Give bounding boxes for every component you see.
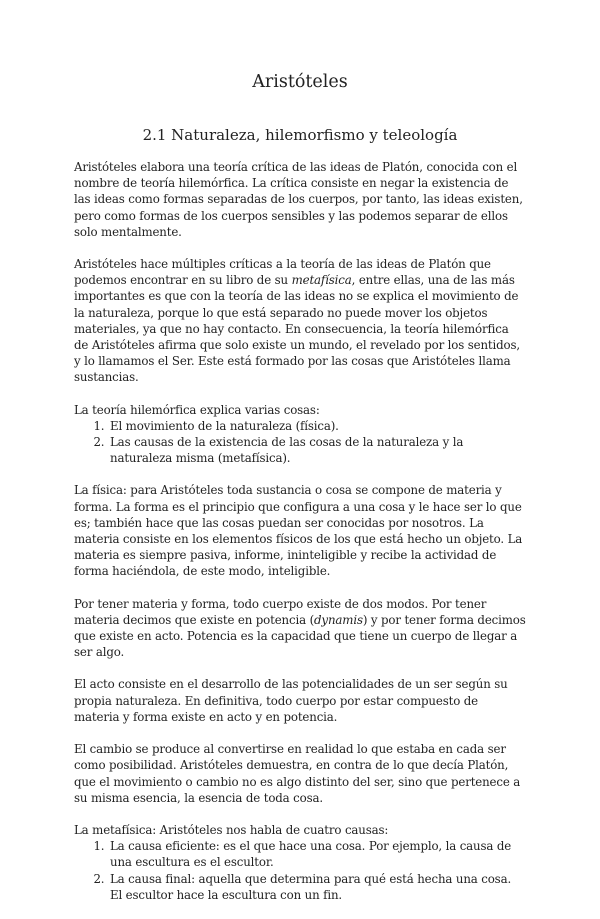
list-item: 1. La causa eficiente: es el que hace una cosa. Por ejemplo, la causa de una escultura es el escultor. <box>108 838 526 870</box>
list-item: 2. La causa final: aquella que determina para qué está hecha una cosa. El escultor hace la escultura con un fin. <box>108 871 526 903</box>
metafisica-emphasis: metafísica <box>291 273 352 288</box>
paragraph-change: El cambio se produce al convertirse en realidad lo que estaba en cada ser como posibilidad. Aristóteles demuestra, en contra de lo que decía Platón, que el movimiento o cambio no es algo distinto del ser, sino que pertenece a su misma esencia, la esencia de toda cosa. <box>74 742 521 805</box>
section-heading: 2.1 Naturaleza, hilemorfismo y teleología <box>142 126 458 144</box>
paragraph-potency-text-a: Por tener materia y forma, todo cuerpo existe de dos modos. Por tener materia decimos que existe en potencia ( <box>74 596 487 627</box>
paragraph-potency <box>74 596 526 661</box>
paragraph-potency-text-b: ) y por tener forma decimos que existe en acto. Potencia es la capacidad que tiene un cuerpo de llegar a ser algo. <box>74 612 526 660</box>
paragraph-act: El acto consiste en el desarrollo de las potencialidades de un ser según su propia naturaleza. En definitiva, todo cuerpo por estar compuesto de materia y forma existe en acto y en potencia. <box>74 677 508 724</box>
paragraph-critique-text-a: Aristóteles hace múltiples críticas a la teoría de las ideas de Platón que podemos encontrar en su libro de su <box>74 257 491 288</box>
paragraph-physics: La física: para Aristóteles toda sustancia o cosa se compone de materia y forma. La forma es el principio que configura a una cosa y le hace ser lo que es; también hace que las cosas puedan ser conocidas por nosotros. La materia consiste en los elementos físicos de los que está hecho un objeto. La materia es siempre pasiva, informe, ininteligible y recibe la actividad de forma haciéndola, de este modo, inteligible. <box>74 483 523 579</box>
dynamis-emphasis: dynamis <box>314 612 363 627</box>
paragraph-metaphysics-intro: La metafísica: Aristóteles nos habla de cuatro causas: <box>74 822 389 837</box>
paragraph-hylomorphism-intro: Aristóteles elabora una teoría crítica de las ideas de Platón, conocida con el nombre de teoría hilemórfica. La crítica consiste en negar la existencia de las ideas como formas separadas de los cuerpos, por tanto, las ideas existen, pero como formas de los cuerpos sensibles y las podemos separar de ellos solo mentalmente. <box>74 160 523 239</box>
document-body <box>74 159 526 919</box>
theory-explains-list <box>74 418 526 467</box>
paragraph-critique <box>74 256 526 386</box>
list-item: 1. El movimiento de la naturaleza (física). <box>108 418 526 434</box>
paragraph-critique-text-b: , entre ellas, una de las más importantes es que con la teoría de las ideas no se explica el movimiento de la naturaleza, porque lo que está separado no puede mover los objetos materiales, ya que no hay contacto. En consecuencia, la teoría hilemórfica de Aristóteles afirma que solo existe un mundo, el revelado por los sentidos, y lo llamamos el Ser. Este está formado por las cosas que Aristóteles llama sustancias. <box>74 273 521 385</box>
paragraph-list-intro: La teoría hilemórfica explica varias cosas: <box>74 402 320 417</box>
document-title: Aristóteles <box>252 72 348 92</box>
list-item: 2. Las causas de la existencia de las cosas de la naturaleza y la naturaleza misma (metafísica). <box>108 434 526 466</box>
